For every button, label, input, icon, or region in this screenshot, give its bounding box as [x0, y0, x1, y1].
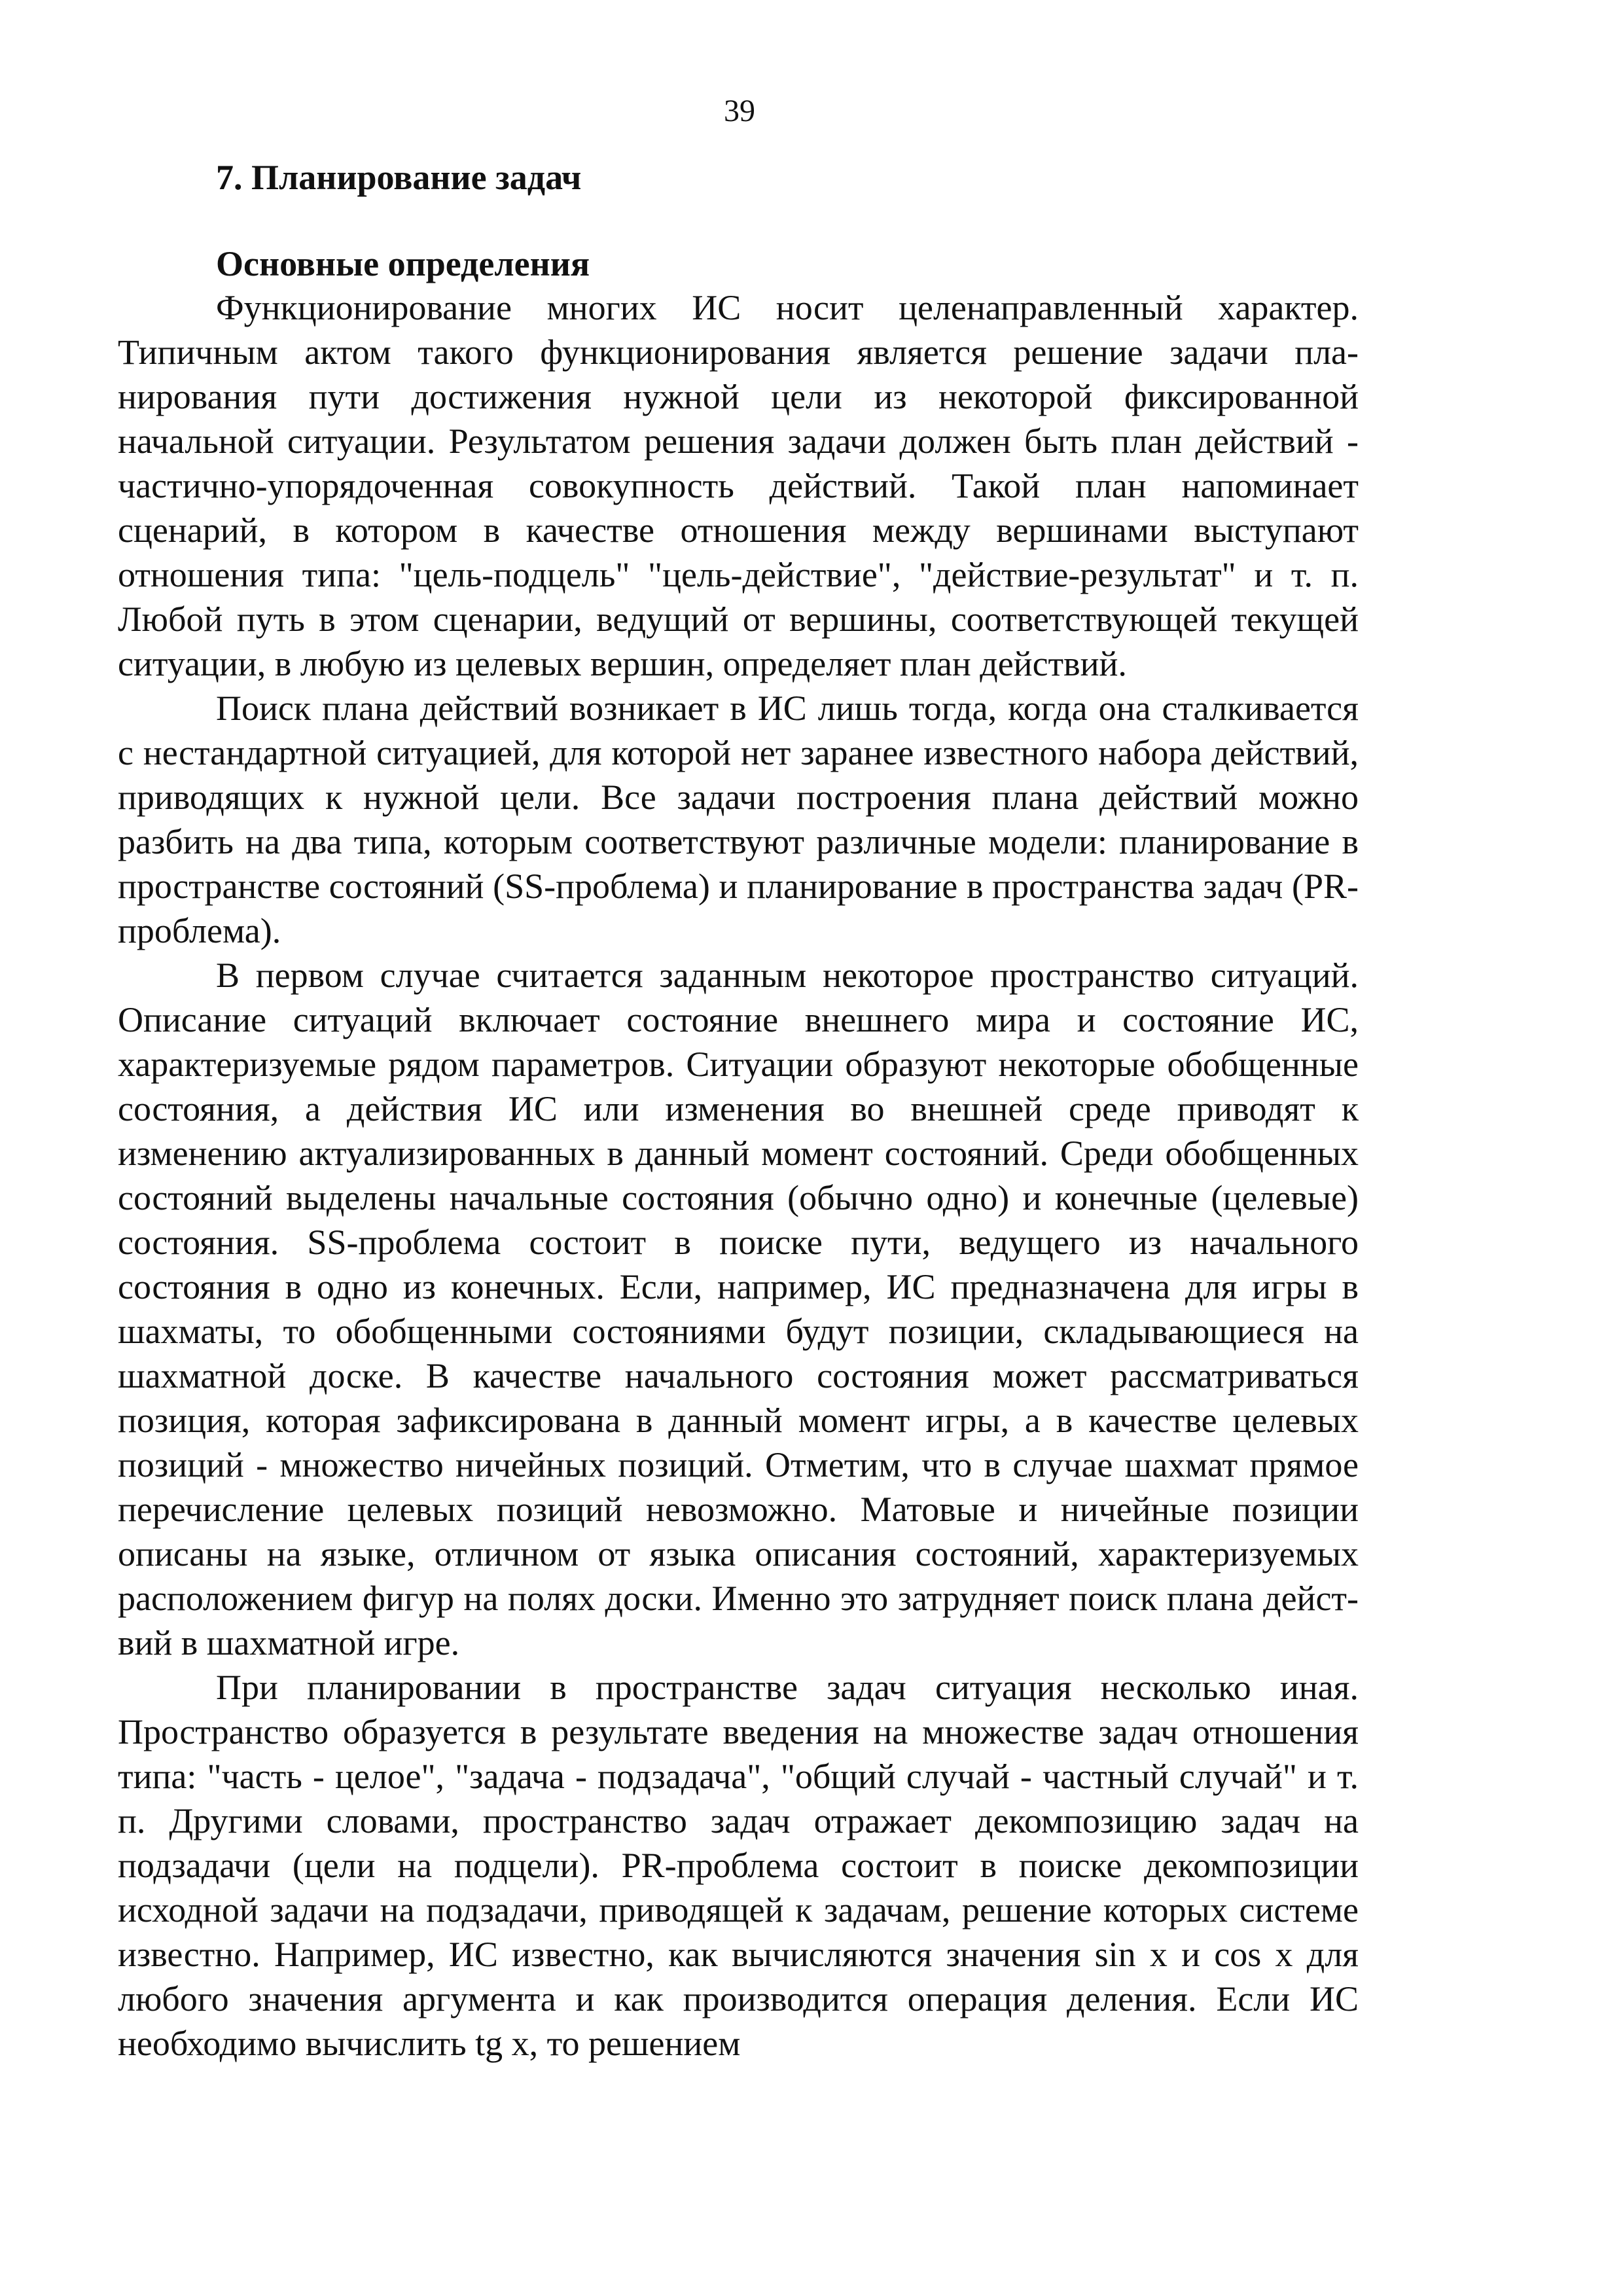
page-content: [118, 154, 1359, 2066]
chapter-title: 7. Планирование задач: [216, 158, 582, 197]
paragraph-1: Функционирование многих ИС носит целенаправленный характер. Типичным актом такого функционирования является решение задачи планирования пути достижения нужной цели из некоторой фиксированной начальной ситуации. Результатом решения задачи должен быть план действий - частично-упорядоченная совокупность действий. Такой план напоминает сценарий, в котором в качестве отношения между вершинами выступают отношения типа: "цель-подцель" "цель-действие", "действие-результат" и т. п. Любой путь в этом сценарии, ведущий от вершины, соответствующей текущей ситуации, в любую из целевых вершин, определяет план действий.: [118, 288, 1359, 683]
paragraph-3: В первом случае считается заданным некоторое пространство ситуаций. Описание ситуаций включает состояние внешнего мира и состояние ИС, характеризуемые рядом параметров. Ситуации образуют некоторые обобщенные состояния, а действия ИС или изменения во внешней среде приводят к изменению актуализированных в данный момент состояний. Среди обобщенных состояний выделены начальные состояния (обычно одно) и конечные (целевые) состояния. SS-проблема состоит в поиске пути, ведущего из начального состояния в одно из конечных. Если, например, ИС предназначена для игры в шахматы, то обобщенными состояниями будут позиции, складывающиеся на шахматной доске. В качестве начального состояния может рассматриваться позиция, которая зафиксирована в данный момент игры, а в качестве целевых позиций - множество ничейных позиций. Отметим, что в случае шахмат прямое перечисление целевых позиций невозможно. Матовые и ничейные позиции описаны на языке, отличном от языка описания состояний, характеризуемых расположением фигур на полях доски. Именно это затрудняет поиск плана действий в шахматной игре.: [118, 956, 1359, 1662]
paragraph-2: Поиск плана действий возникает в ИС лишь тогда, когда она сталкивается с нестандартной ситуацией, для которой нет заранее известного набора действий, приводящих к нужной цели. Все задачи построения плана действий можно разбить на два типа, которым соответствуют различные модели: планирование в пространстве состояний (SS-проблема) и планирование в пространства задач (PR-проблема).: [118, 689, 1359, 950]
paragraph-4: При планировании в пространстве задач ситуация несколько иная. Пространство образуется в результате введения на множестве задач отношения типа: "часть - целое", "задача - подзадача", "общий случай - частный случай" и т. п. Другими словами, пространство задач отражает декомпозицию задач на подзадачи (цели на подцели). PR-проблема состоит в поиске декомпозиции исходной задачи на подзадачи, приводящей к задачам, решение которых системе известно. Например, ИС известно, как вычисляются значения sin x и cos x для любого значения аргумента и как производится операция деления. Если ИС необходимо вычислить tg x, то решением: [118, 1668, 1359, 2063]
page-number: 39: [724, 94, 755, 128]
section-title: Основные определения: [216, 244, 590, 283]
